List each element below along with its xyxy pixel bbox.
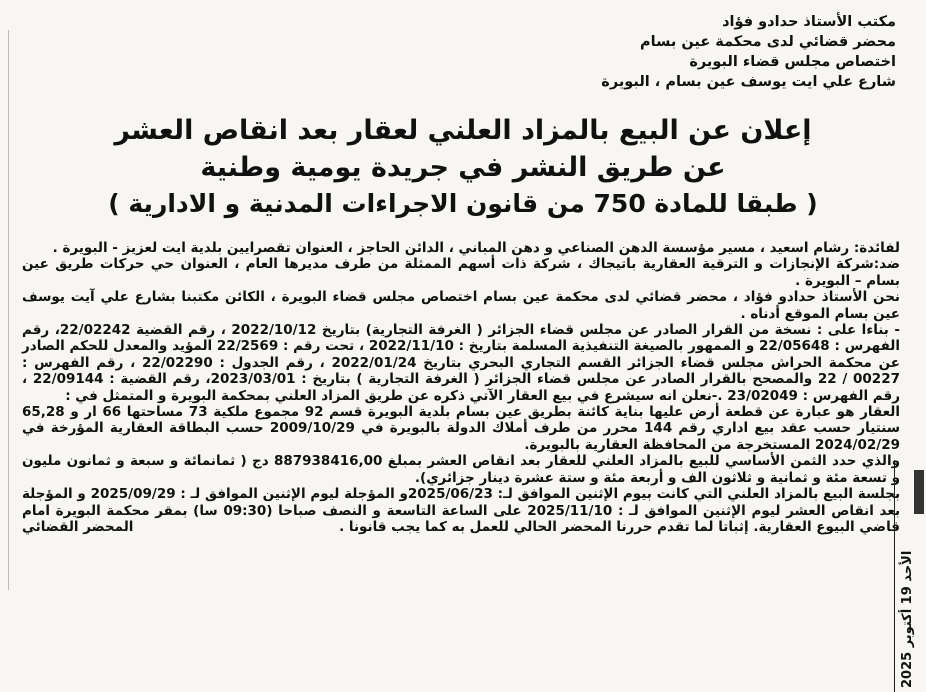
notice-body bbox=[22, 240, 900, 535]
against-paragraph: ضد:شركة الإنجازات و الترقية العقارية باتيجاك ، شركة ذات أسهم الممثلة من طرف مديرها العام ، العنوان حي حركات طريق عين بسام – البويرة . bbox=[22, 256, 900, 289]
notice-title: إعلان عن البيع بالمزاد العلني لعقار بعد انقاص العشر bbox=[114, 115, 812, 146]
price-paragraph: والذي حدد الثمن الأساسي للبيع بالمزاد العلني للعقار بعد انقاص العشر بمبلغ 887938416,00 دج ( ثمانمائة و سبعة و ثمانون مليون و تسعة مئة و ثمانية و ثلاثون الف و أربعة مئة و ستة عشرة دينار جزائري). bbox=[22, 453, 900, 486]
notice-title-block bbox=[40, 112, 886, 222]
notice-subtitle: عن طريق النشر في جريدة يومية وطنية bbox=[200, 152, 726, 183]
beneficiary-paragraph: لفائدة: رشام اسعيد ، مسير مؤسسة الدهن الصناعي و دهن المباني ، الدائن الحاجز ، العنوان تقصرايين بلدية ايت لعزيز - البويرة . bbox=[52, 240, 900, 256]
newspaper-date: الأحد 19 أكتوبر 2025 bbox=[900, 550, 915, 688]
newspaper-edge-mark bbox=[914, 470, 924, 514]
session-paragraph bbox=[22, 486, 900, 535]
scan-fold-line bbox=[8, 30, 9, 590]
bailiff-paragraph: نحن الأستاذ حدادو فؤاد ، محضر قضائي لدى محكمة عين بسام اختصاص مجلس قضاء البويرة ، الكائن مكتبنا بشارع علي آيت يوسف عين بسام الموقع أدناه . bbox=[22, 289, 900, 322]
header-address: شارع علي ايت يوسف عين بسام ، البويرة bbox=[601, 74, 896, 90]
notice-legal-basis: ( طبقا للمادة 750 من قانون الاجراءات المدنية و الادارية ) bbox=[108, 189, 818, 218]
office-header bbox=[476, 12, 896, 92]
signature-label: المحضر القضائي bbox=[22, 518, 134, 535]
legal-basis-paragraph: - بناءا على : نسخة من القرار الصادر عن مجلس قضاء الجزائر ( الغرفة التجارية) بتاريخ 2022/10/12 ، رقم القضية 22/02242، رقم الفهرس : 22/05648 و الممهور بالصيغة التنفيذية المسلمة بتاريخ : 2022/11/10 ، تحت رقم : 22/2569 المؤيد والمعدل للحكم الصادر عن محكمة الحراش مجلس قضاء الجزائر القسم التجاري البحري بتاريخ 2022/01/24 ، رقم الجدول : 22/02290 ، رقم الفهرس : 00227 / 22 والمصحح بالقرار الصادر عن مجلس قضاء الجزائر ( الغرفة التجارية ) بتاريخ : 2023/03/01، رقم القضية : 22/09144 ، رقم الفهرس : 23/02049 .-نعلن انه سيشرع في بيع العقار الآتي ذكره عن طريق المزاد العلني بمحكمة البويرة و المتمثل في : bbox=[22, 322, 900, 404]
header-jurisdiction: اختصاص مجلس قضاء البويرة bbox=[689, 54, 896, 70]
header-office-name: مكتب الأستاذ حدادو فؤاد bbox=[722, 14, 896, 30]
session-text: بجلسة البيع بالمزاد العلني التي كانت بيوم الإثنين الموافق لـ: 2025/06/23و المؤجلة ليوم الإثنين الموافق لـ : 2025/09/29 و المؤجلة بعد انقاص العشر ليوم الإثنين الموافق لـ : 2025/11/10 على الساعة التاسعة و النصف صباحا (09:30 سا) بمقر محكمة البويرة امام قاضي البيوع العقارية. إثباتا لما تقدم حررنا المحضر الحالي للعمل به كما يجب قانونا . bbox=[22, 486, 901, 535]
header-role: محضر قضائي لدى محكمة عين بسام bbox=[640, 34, 896, 50]
property-paragraph: العقار هو عبارة عن قطعة أرض عليها بناية كائنة بطريق عين بسام بلدية البويرة قسم 92 مجموع ملكية 73 مساحتها 66 ار و 65,28 سنتيار حسب عقد بيع اداري رقم 144 محرر من طرف أملاك الدولة بالبويرة في 2009/10/29 حسب البطاقة العقارية المؤرخة في 2024/02/29 المستخرجة من المحافظة العقارية بالبويرة. bbox=[22, 404, 901, 453]
